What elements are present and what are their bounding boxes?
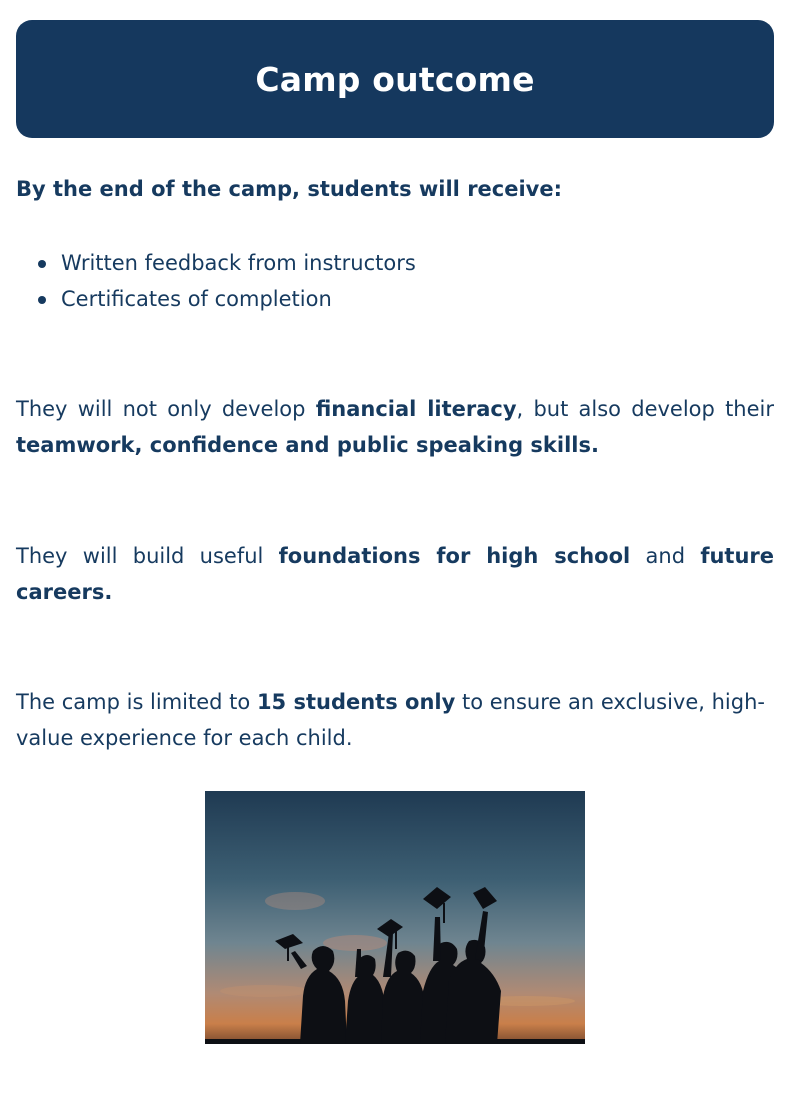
highlight-text: financial literacy bbox=[315, 397, 517, 421]
text-span: , but also develop their bbox=[516, 397, 774, 421]
highlight-text: foundations for high school bbox=[278, 544, 631, 568]
text-span: and bbox=[630, 544, 701, 568]
outcome-list bbox=[16, 245, 790, 317]
list-item: Written feedback from instructors bbox=[61, 245, 790, 281]
text-span: The camp is limited to bbox=[16, 690, 257, 714]
highlight-text: teamwork, confidence and public speaking skills. bbox=[16, 433, 599, 457]
graduation-silhouette-image bbox=[205, 791, 585, 1044]
foundations-paragraph bbox=[16, 538, 774, 610]
text-span: They will not only develop bbox=[16, 397, 316, 421]
graduation-photo bbox=[205, 791, 585, 1044]
limit-paragraph bbox=[16, 684, 774, 756]
text-span: They will build useful bbox=[16, 544, 279, 568]
highlight-text: future careers. bbox=[16, 544, 775, 604]
text-span: to ensure an exclusive, high-value experience for each child. bbox=[16, 690, 765, 750]
list-item: Certificates of completion bbox=[61, 281, 790, 317]
intro-heading: By the end of the camp, students will receive: bbox=[16, 177, 563, 201]
highlight-text: 15 students only bbox=[256, 690, 456, 714]
skills-paragraph bbox=[16, 391, 774, 463]
header-banner bbox=[16, 20, 774, 138]
page-title: Camp outcome bbox=[255, 59, 535, 99]
